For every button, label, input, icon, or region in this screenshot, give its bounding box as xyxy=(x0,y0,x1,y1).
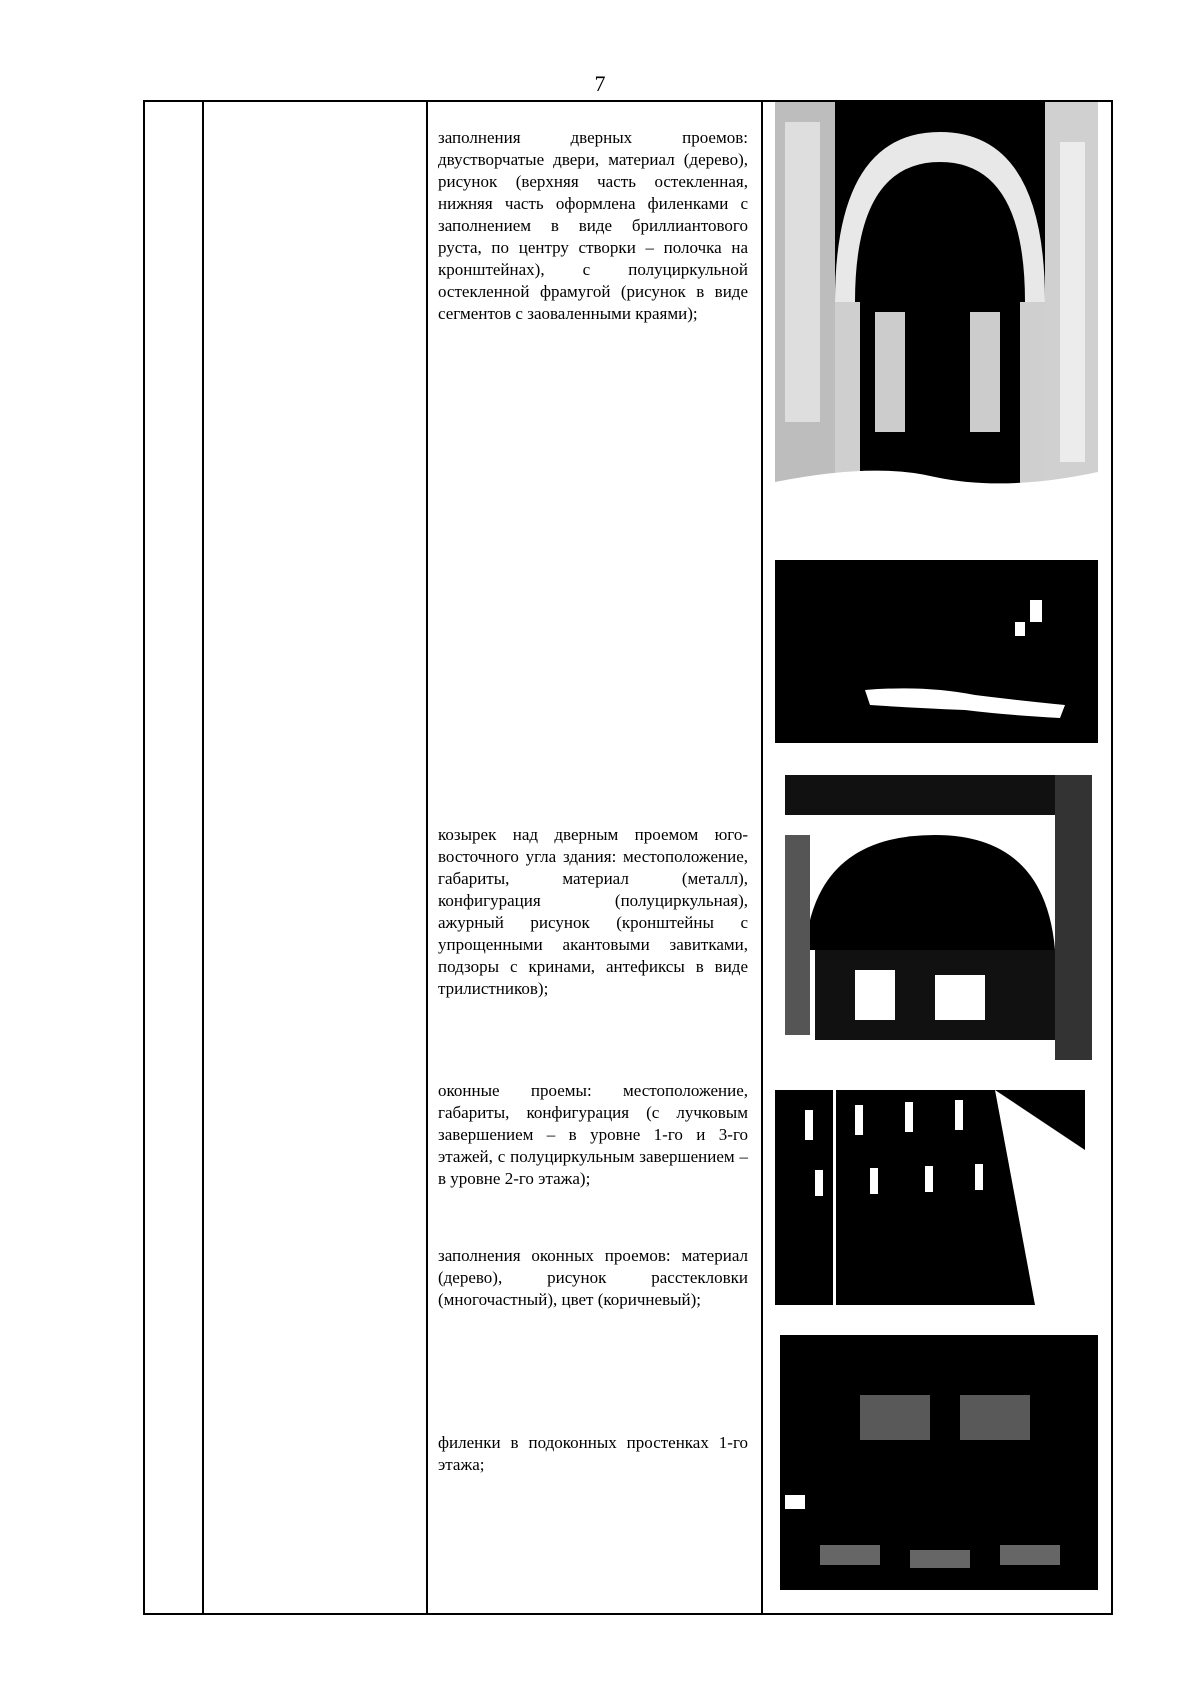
door-fill-description: заполнения дверных проемов: двустворчатые двери, материал (дерево), рисунок (верхняя часть остекленная, нижняя часть оформлена филенками с заполнением в виде бриллиантового руста, по центру створки – полочка на кронштейнах), с полуциркульной остекленной фрамугой (рисунок в виде сегментов с заоваленными краями); xyxy=(438,128,748,323)
column-divider-2 xyxy=(426,102,428,1613)
panels-description: филенки в подоконных простенках 1-го этажа; xyxy=(438,1433,748,1474)
canopy-description: козырек над дверным проемом юго-восточного угла здания: местоположение, габариты, материал (металл), конфигурация (полуциркульная), ажурный рисунок (кронштейны с упрощенными акантовыми завитками, подзоры с кринами, антефиксы в виде трилистников); xyxy=(438,825,748,998)
page-number: 7 xyxy=(594,71,606,96)
column-divider-1 xyxy=(202,102,204,1613)
building-facade-photo xyxy=(775,1090,1085,1305)
window-fill-description: заполнения оконных проемов: материал (дерево), рисунок расстекловки (многочастный), цвет (коричневый); xyxy=(438,1246,748,1309)
door-arch-photo xyxy=(775,102,1098,529)
window-panels-photo xyxy=(780,1335,1098,1590)
column-divider-3 xyxy=(761,102,763,1613)
canopy-photo xyxy=(785,775,1092,1060)
door-detail-photo xyxy=(775,560,1098,743)
windows-description: оконные проемы: местоположение, габариты, конфигурация (с лучковым завершением – в уровне 1-го и 3-го этажей, с полуциркульным завершением – в уровне 2-го этажа); xyxy=(438,1081,748,1188)
